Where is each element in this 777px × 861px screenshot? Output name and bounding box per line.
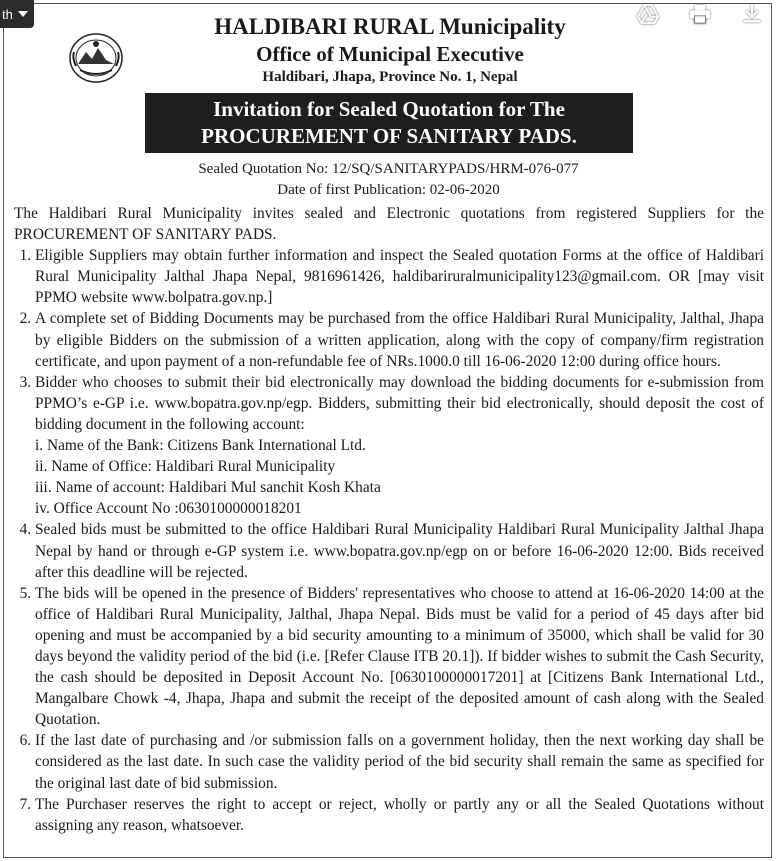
- download-icon[interactable]: [741, 4, 763, 24]
- municipality-name: HALDIBARI RURAL Municipality: [214, 14, 566, 39]
- viewer-tab[interactable]: [0, 0, 34, 28]
- list-item: [35, 372, 764, 520]
- account-number: iv. Office Account No :0630100000018201: [35, 500, 302, 518]
- publication-date: Date of first Publication: 02-06-2020: [277, 182, 500, 198]
- list-item: [35, 583, 764, 731]
- viewer-tab-label: th: [2, 6, 13, 22]
- list-item: [35, 794, 764, 836]
- list-item-text: A complete set of Bidding Documents may be purchased from the office Haldibari Rural Municipality, Jalthal, Jhapa by eligible Bidders on the submission of a written application, along with the copy of company/firm registration certificate, and upon payment of a non-refundable fee of NRs.1000.0 till 16-06-2020 12:00 during office hours.: [35, 310, 764, 370]
- list-item-text: If the last date of purchasing and /or submission falls on a government holiday, then the next working day shall be considered as the last date. In such case the validity period of the bid security shall remain the same as specified for the original last date of bid submission.: [35, 732, 764, 792]
- notice-title-line1: Invitation for Sealed Quotation for The: [213, 97, 565, 121]
- quotation-number: Sealed Quotation No: 12/SQ/SANITARYPADS/HRM-076-077: [198, 161, 579, 177]
- list-item: [35, 519, 764, 582]
- list-item-text: The Purchaser reserves the right to accept or reject, wholly or partly any or all the Sealed Quotations without assigning any reason, whatsoever.: [35, 795, 764, 834]
- account-name: iii. Name of account: Haldibari Mul sanchit Kosh Khata: [35, 479, 381, 497]
- office-name-line: ii. Name of Office: Haldibari Rural Municipality: [35, 458, 336, 476]
- office-address: Haldibari, Jhapa, Province No. 1, Nepal: [262, 69, 518, 85]
- intro-paragraph: The Haldibari Rural Municipality invites sealed and Electronic quotations from registered Suppliers for the PROCUREMENT OF SANITARY PADS.: [14, 205, 764, 244]
- list-item-text: Sealed bids must be submitted to the office Haldibari Rural Municipality Haldibari Rural Municipality Jalthal Jhapa Nepal by hand or through e-GP system i.e. www.bopatra.gov.np/egp on or before 16-06-2020 12:00. Bids received after this deadline will be rejected.: [35, 521, 764, 581]
- bank-name: i. Name of the Bank: Citizens Bank International Ltd.: [35, 437, 366, 455]
- list-item: [35, 730, 764, 793]
- office-name: Office of Municipal Executive: [256, 42, 524, 66]
- terms-list: [14, 245, 764, 836]
- viewer-toolbar: [637, 4, 763, 24]
- list-item-text: The bids will be opened in the presence of Bidders' representatives who choose to attend at 16-06-2020 14:00 at the office of Haldibari Rural Municipality, Jalthal, Jhapa Nepal. Bids must be valid for a period of 45 days after bid opening and must be accompanied by a bid security amounting to a minimum of 35000, which shall be valid for 30 days beyond the validity period of the bid (i.e. [Refer Clause ITB 20.1]). If bidder wishes to submit the Cash Security, the cash should be deposited in Deposit Account No. [0630100000017201] at [Citizens Bank International Ltd., Mangalbare Chowk -4, Jhapa, Jhapa and submit the receipt of the deposited amount of cash along with the Sealed Quotation.: [35, 584, 764, 729]
- notice-body: [14, 203, 764, 836]
- list-item: [35, 245, 764, 308]
- bank-account-details: [35, 435, 764, 519]
- list-item-text: Bidder who chooses to submit their bid electronically may download the bidding documents for e-submission from PPMO’s e-GP i.e. www.bopatra.gov.np/egp. Bidders, submitting their bid electronically, should deposit the cost of bidding document in the following account:: [35, 373, 764, 433]
- list-item: [35, 308, 764, 371]
- chevron-down-icon[interactable]: [18, 11, 28, 17]
- notice-title-banner: [145, 93, 633, 153]
- drive-icon[interactable]: [637, 4, 659, 24]
- municipality-emblem: [68, 32, 124, 84]
- list-item-text: Eligible Suppliers may obtain further information and inspect the Sealed quotation Forms at the office of Haldibari Rural Municipality Jalthal Jhapa Nepal, 9816961426, haldibariruralmunicipality123@gmail.com. OR [may visit PPMO website www.bolpatra.gov.np.]: [35, 247, 764, 307]
- notice-title-line2: PROCUREMENT OF SANITARY PADS.: [201, 124, 577, 148]
- print-icon[interactable]: [689, 4, 711, 24]
